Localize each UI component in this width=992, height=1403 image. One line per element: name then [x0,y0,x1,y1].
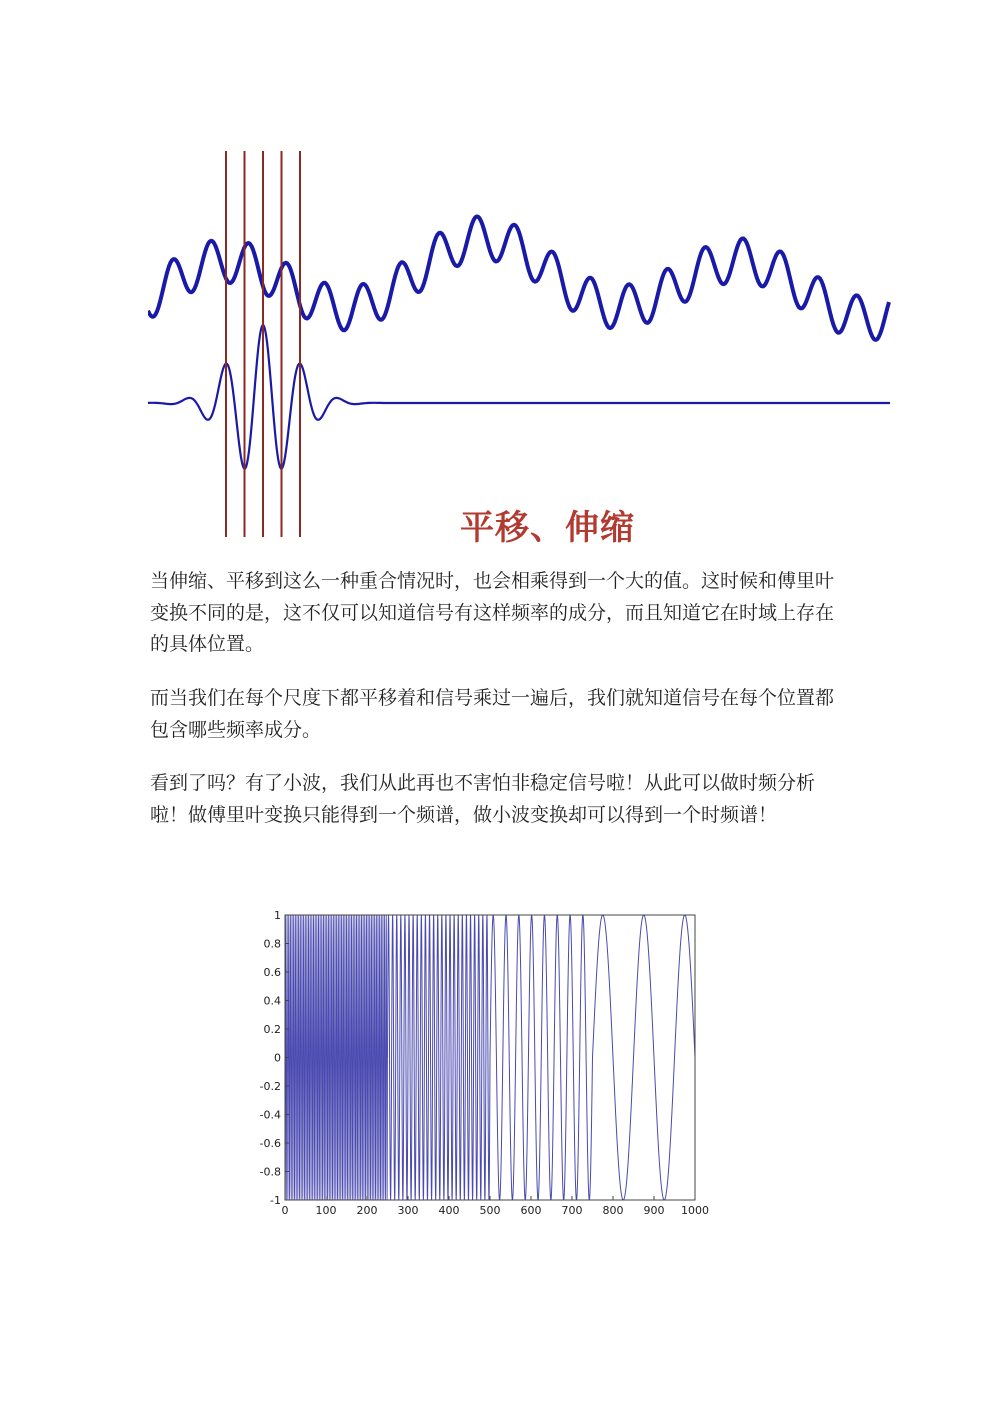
chart-segment-2 [388,915,491,1200]
y-tick-label: -0.8 [259,1165,281,1179]
y-tick-label: 0.4 [263,994,281,1008]
x-tick-label: 0 [281,1204,289,1217]
signal-wave [148,217,889,340]
chart-segment-4 [593,915,696,1200]
wavelet-wave [148,325,890,469]
chart-signal-line [285,915,695,1200]
y-tick-label: 0.2 [263,1023,281,1036]
y-tick-label: 0.6 [263,966,281,979]
y-tick-label: 0.8 [263,937,281,951]
chart-segment-3 [490,915,593,1199]
x-tick-label: 500 [479,1204,501,1217]
y-tick-label: 1 [274,909,281,922]
x-tick-label: 900 [643,1204,665,1217]
y-tick-label: -0.4 [259,1108,281,1122]
figure-caption: 平移、伸缩 [460,508,635,548]
paragraph-1: 当伸缩、平移到这么一种重合情况时，也会相乘得到一个大的值。这时候和傅里叶变换不同的是，这不仅可以知道信号有这样频率的成分，而且知道它在时域上存在的具体位置。 [150,570,835,655]
x-tick-label: 700 [561,1204,583,1217]
signal-wavelet-figure [148,135,892,545]
chart-segment-1 [285,915,388,1200]
x-tick-label: 300 [397,1204,419,1217]
x-tick-label: 400 [438,1204,460,1217]
x-tick-label: 100 [315,1204,337,1217]
y-tick-label: -0.2 [259,1080,281,1093]
x-tick-label: 800 [602,1204,624,1217]
y-tick-label: -1 [270,1194,281,1207]
paragraph-2: 而当我们在每个尺度下都平移着和信号乘过一遍后，我们就知道信号在每个位置都包含哪些频率成分。 [150,687,835,741]
paragraph-3: 看到了吗？有了小波，我们从此再也不害怕非稳定信号啦！从此可以做时频分析啦！做傅里叶变换只能得到一个频谱，做小波变换却可以得到一个时频谱！ [150,772,816,826]
nonstationary-signal-chart [255,905,725,1225]
x-tick-label: 600 [520,1204,542,1217]
y-tick-label: 0 [274,1051,281,1065]
x-tick-label: 200 [356,1204,378,1217]
y-tick-label: -0.6 [259,1137,281,1150]
x-tick-label: 1000 [681,1204,709,1217]
translation-markers [226,151,300,537]
